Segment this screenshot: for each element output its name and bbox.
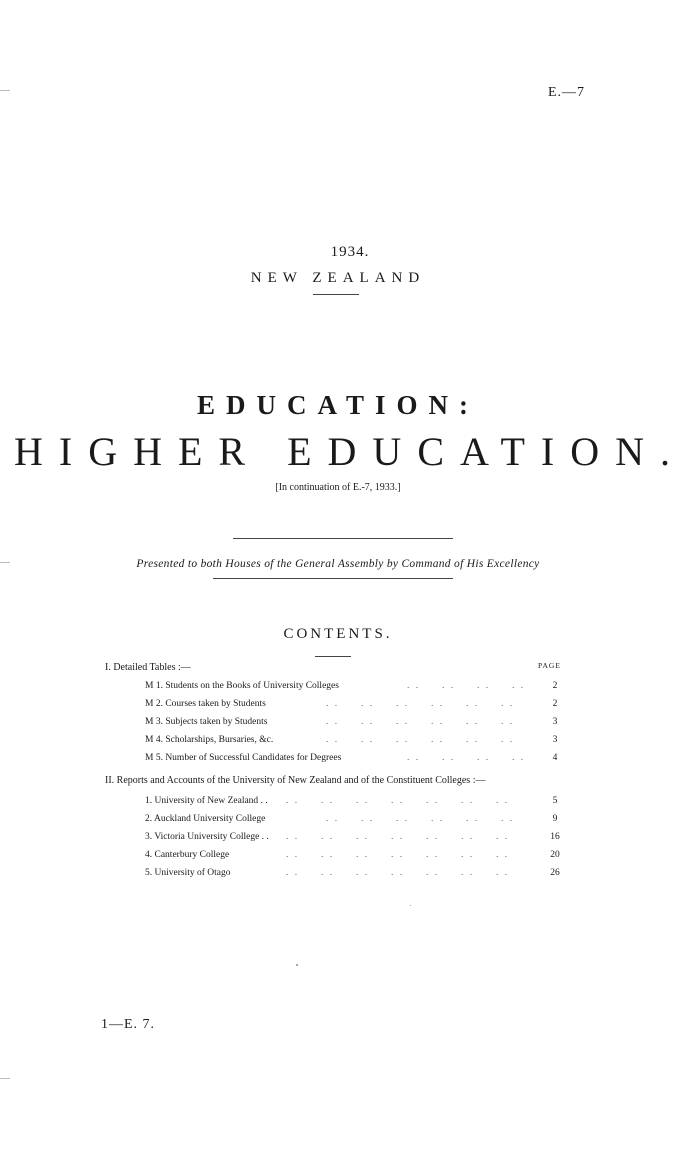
entry-page: 20 — [550, 850, 560, 860]
printer-signature: 1—E. 7. — [101, 1017, 156, 1032]
divider — [233, 538, 453, 539]
entry-page: 16 — [550, 832, 560, 842]
entry-page: 3 — [552, 717, 558, 727]
main-title: EDUCATION: — [196, 390, 479, 420]
leader-dots: . . . . . . . . . . . . . . — [286, 850, 510, 860]
contents-entry — [0, 850, 700, 868]
divider — [315, 656, 351, 657]
entry-page: 5 — [552, 796, 558, 806]
entry-label: M 2. Courses taken by Students — [145, 699, 266, 709]
scan-speck — [296, 964, 298, 966]
contents-entry — [0, 717, 700, 735]
contents-entry — [0, 868, 700, 886]
continuation-note: [In continuation of E.-7, 1933.] — [275, 482, 401, 493]
leader-dots: . . . . . . . . . . . . . . — [286, 832, 510, 842]
contents-entry — [0, 681, 700, 699]
presentation-statement: Presented to both Houses of the General Assembly by Command of His Excellency — [136, 558, 540, 570]
entry-label: M 5. Number of Successful Candidates for Degrees — [145, 753, 342, 763]
leader-dots: . . . . . . . . . . . . — [326, 735, 515, 745]
contents-section-1-heading: I. Detailed Tables :— — [105, 662, 191, 673]
scan-edge-mark — [0, 90, 10, 91]
year: 1934. — [330, 244, 370, 260]
contents-entry — [0, 814, 700, 832]
leader-dots: . . . . . . . . . . . . — [326, 699, 515, 709]
contents-entry — [0, 699, 700, 717]
entry-label: M 3. Subjects taken by Students — [145, 717, 268, 727]
scan-edge-mark — [0, 562, 10, 563]
country-heading: NEW ZEALAND — [250, 270, 426, 286]
sub-title: HIGHER EDUCATION. — [14, 429, 686, 474]
entry-page: 9 — [552, 814, 558, 824]
scan-speck — [410, 905, 411, 906]
page-column-header: PAGE — [538, 661, 561, 670]
contents-section-2-heading: II. Reports and Accounts of the University of New Zealand and of the Constituent Colleges :— — [105, 775, 486, 786]
entry-page: 4 — [552, 753, 558, 763]
entry-label: M 4. Scholarships, Bursaries, &c. — [145, 735, 274, 745]
leader-dots: . . . . . . . . — [407, 753, 526, 763]
entry-page: 2 — [552, 699, 558, 709]
entry-label: 1. University of New Zealand . . — [145, 796, 268, 806]
scan-edge-mark — [0, 1078, 10, 1079]
entry-label: 4. Canterbury College — [145, 850, 230, 860]
leader-dots: . . . . . . . . . . . . — [326, 814, 515, 824]
entry-label: M 1. Students on the Books of University Colleges — [145, 681, 339, 691]
divider — [213, 578, 453, 579]
leader-dots: . . . . . . . . . . . . . . — [286, 868, 510, 878]
entry-label: 5. University of Otago — [145, 868, 231, 878]
contents-entry — [0, 735, 700, 753]
leader-dots: . . . . . . . . — [407, 681, 526, 691]
contents-entry — [0, 753, 700, 771]
contents-entry — [0, 796, 700, 814]
contents-title: CONTENTS. — [283, 626, 393, 642]
document-reference: E.—7 — [548, 85, 586, 100]
contents-entry — [0, 832, 700, 850]
entry-label: 3. Victoria University College . . — [145, 832, 269, 842]
entry-label: 2. Auckland University College — [145, 814, 266, 824]
divider — [313, 294, 359, 295]
entry-page: 3 — [552, 735, 558, 745]
leader-dots: . . . . . . . . . . . . — [326, 717, 515, 727]
leader-dots: . . . . . . . . . . . . . . — [286, 796, 510, 806]
entry-page: 2 — [552, 681, 558, 691]
entry-page: 26 — [550, 868, 560, 878]
